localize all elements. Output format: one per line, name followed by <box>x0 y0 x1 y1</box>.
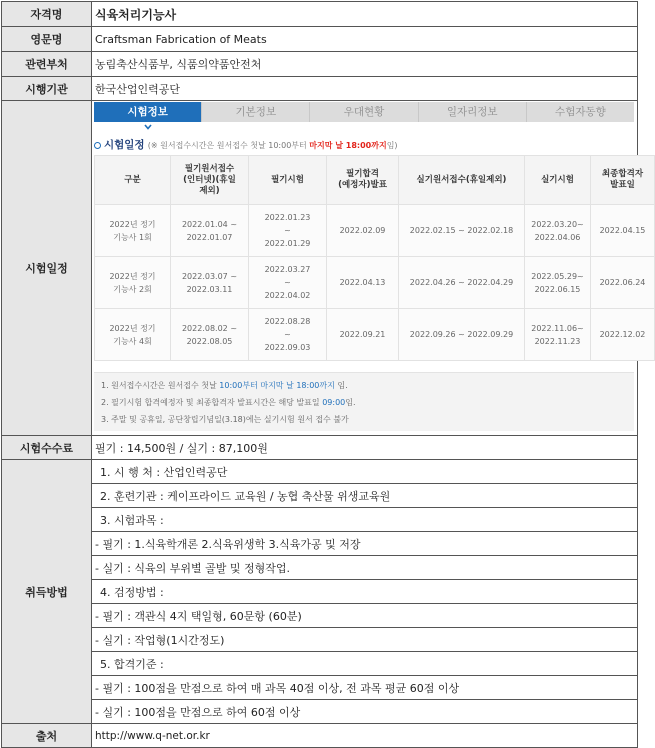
method-row-6 <box>2 580 638 604</box>
schedule-cell: 2022.01.23 ~ 2022.01.29 <box>249 205 327 257</box>
schedule-cell: 2022.03.07 ~ 2022.03.11 <box>171 257 249 309</box>
label-schedule: 시험일정 <box>2 101 92 436</box>
schedule-cell: 2022년 정기 기능사 4회 <box>95 309 171 361</box>
value-agency: 한국산업인력공단 <box>92 77 638 101</box>
schedule-header-row <box>95 156 655 205</box>
schedule-header-cell: 구분 <box>95 156 171 205</box>
chevron-down-icon <box>144 123 152 131</box>
schedule-notes <box>94 372 634 431</box>
schedule-header-cell: 실기시험 <box>525 156 591 205</box>
method-item: 5. 합격기준 : <box>92 652 638 676</box>
schedule-cell: 2022.03.20~ 2022.04.06 <box>525 205 591 257</box>
method-row-11 <box>2 700 638 724</box>
label-fee: 시험수수료 <box>2 436 92 460</box>
schedule-header-cell: 필기시험 <box>249 156 327 205</box>
schedule-cell: 2022.08.02 ~ 2022.08.05 <box>171 309 249 361</box>
schedule-cell: 2022.08.28 ~ 2022.09.03 <box>249 309 327 361</box>
schedule-cell: 2022.02.09 <box>327 205 399 257</box>
schedule-cell: 2022.09.21 <box>327 309 399 361</box>
schedule-heading <box>94 137 398 152</box>
value-eng-name: Craftsman Fabrication of Meats <box>92 27 638 52</box>
method-row-5 <box>2 556 638 580</box>
schedule-header-cell: 필기원서접수 (인터넷)(휴일 제외) <box>171 156 249 205</box>
schedule-cell: 2022.01.04 ~ 2022.01.07 <box>171 205 249 257</box>
method-row-2 <box>2 484 638 508</box>
note-2: 2. 필기시험 합격예정자 및 최종합격자 발표시간은 해당 발표일 09:00임. <box>101 398 356 407</box>
source-link[interactable]: http://www.q-net.or.kr <box>92 724 638 748</box>
method-item: - 실기 : 식육의 부위별 골발 및 정형작업. <box>92 556 638 580</box>
schedule-cell: 2022.06.24 <box>591 257 655 309</box>
tab-preference[interactable]: 우대현황 <box>310 102 418 122</box>
label-ministry: 관련부처 <box>2 52 92 77</box>
schedule-note: (※ 원서접수시간은 원서접수 첫날 10:00부터 마지막 날 18:00까지임) <box>147 141 398 150</box>
method-item: 2. 훈련기관 : 케이프라이드 교육원 / 농협 축산물 위생교육원 <box>92 484 638 508</box>
schedule-cell: 2022.02.15 ~ 2022.02.18 <box>399 205 525 257</box>
label-cert-name: 자격명 <box>2 2 92 27</box>
schedule-cell: 2022.11.06~ 2022.11.23 <box>525 309 591 361</box>
tab-basic-info[interactable]: 기본정보 <box>202 102 310 122</box>
row-cert-name <box>2 2 638 27</box>
value-fee: 필기 : 14,500원 / 실기 : 87,100원 <box>92 436 638 460</box>
label-agency: 시행기관 <box>2 77 92 101</box>
value-cert-name: 식육처리기능사 <box>92 2 638 27</box>
bullet-icon <box>94 142 101 149</box>
method-item: 3. 시험과목 : <box>92 508 638 532</box>
schedule-table <box>94 155 655 361</box>
method-row-8 <box>2 628 638 652</box>
info-tabs <box>94 102 634 122</box>
method-row-3 <box>2 508 638 532</box>
label-method: 취득방법 <box>2 460 92 724</box>
schedule-cell: 2022.04.26 ~ 2022.04.29 <box>399 257 525 309</box>
schedule-panel <box>92 101 646 432</box>
schedule-header-cell: 실기원서접수(휴일제외) <box>399 156 525 205</box>
method-item: - 실기 : 100점을 만점으로 하여 60점 이상 <box>92 700 638 724</box>
method-item: - 필기 : 100점을 만점으로 하여 매 과목 40점 이상, 전 과목 평균 60점 이상 <box>92 676 638 700</box>
method-item: - 필기 : 1.식육학개론 2.식육위생학 3.식육가공 및 저장 <box>92 532 638 556</box>
schedule-cell: 2022.04.13 <box>327 257 399 309</box>
label-eng-name: 영문명 <box>2 27 92 52</box>
method-row-7 <box>2 604 638 628</box>
schedule-cell: 2022.03.27 ~ 2022.04.02 <box>249 257 327 309</box>
method-item: 4. 검정방법 : <box>92 580 638 604</box>
method-row-10 <box>2 676 638 700</box>
certificate-table <box>1 1 646 748</box>
value-ministry: 농림축산식품부, 식품의약품안전처 <box>92 52 638 77</box>
method-item: - 실기 : 작업형(1시간정도) <box>92 628 638 652</box>
schedule-cell <box>92 101 646 436</box>
label-source: 출처 <box>2 724 92 748</box>
tab-exam-info[interactable]: 시험정보 <box>94 102 202 122</box>
schedule-title: 시험일정 <box>104 139 145 151</box>
method-item: - 필기 : 객관식 4지 택일형, 60문항 (60분) <box>92 604 638 628</box>
schedule-header-cell: 필기합격 (예정자)발표 <box>327 156 399 205</box>
schedule-cell: 2022.12.02 <box>591 309 655 361</box>
row-ministry <box>2 52 638 77</box>
schedule-cell: 2022년 정기 기능사 1회 <box>95 205 171 257</box>
method-item: 1. 시 행 처 : 산업인력공단 <box>92 460 638 484</box>
schedule-row <box>95 257 655 309</box>
method-row-9 <box>2 652 638 676</box>
row-fee <box>2 436 638 460</box>
note-1: 1. 원서접수시간은 원서접수 첫날 10:00부터 마지막 날 18:00까지 임. <box>101 381 348 390</box>
schedule-header-cell: 최종합격자 발표일 <box>591 156 655 205</box>
schedule-row <box>95 309 655 361</box>
tab-job-info[interactable]: 일자리정보 <box>419 102 527 122</box>
method-row-1 <box>2 460 638 484</box>
schedule-cell: 2022.09.26 ~ 2022.09.29 <box>399 309 525 361</box>
schedule-row <box>95 205 655 257</box>
note-3: 3. 주말 및 공휴일, 공단창립기념일(3.18)에는 실기시험 원서 접수 불가 <box>101 415 349 424</box>
method-row-4 <box>2 532 638 556</box>
schedule-cell: 2022.05.29~ 2022.06.15 <box>525 257 591 309</box>
row-source <box>2 724 638 748</box>
tab-examinee-trend[interactable]: 수험자동향 <box>555 106 606 118</box>
row-agency <box>2 77 638 101</box>
row-schedule <box>2 101 638 436</box>
schedule-cell: 2022년 정기 기능사 2회 <box>95 257 171 309</box>
row-eng-name <box>2 27 638 52</box>
schedule-cell: 2022.04.15 <box>591 205 655 257</box>
